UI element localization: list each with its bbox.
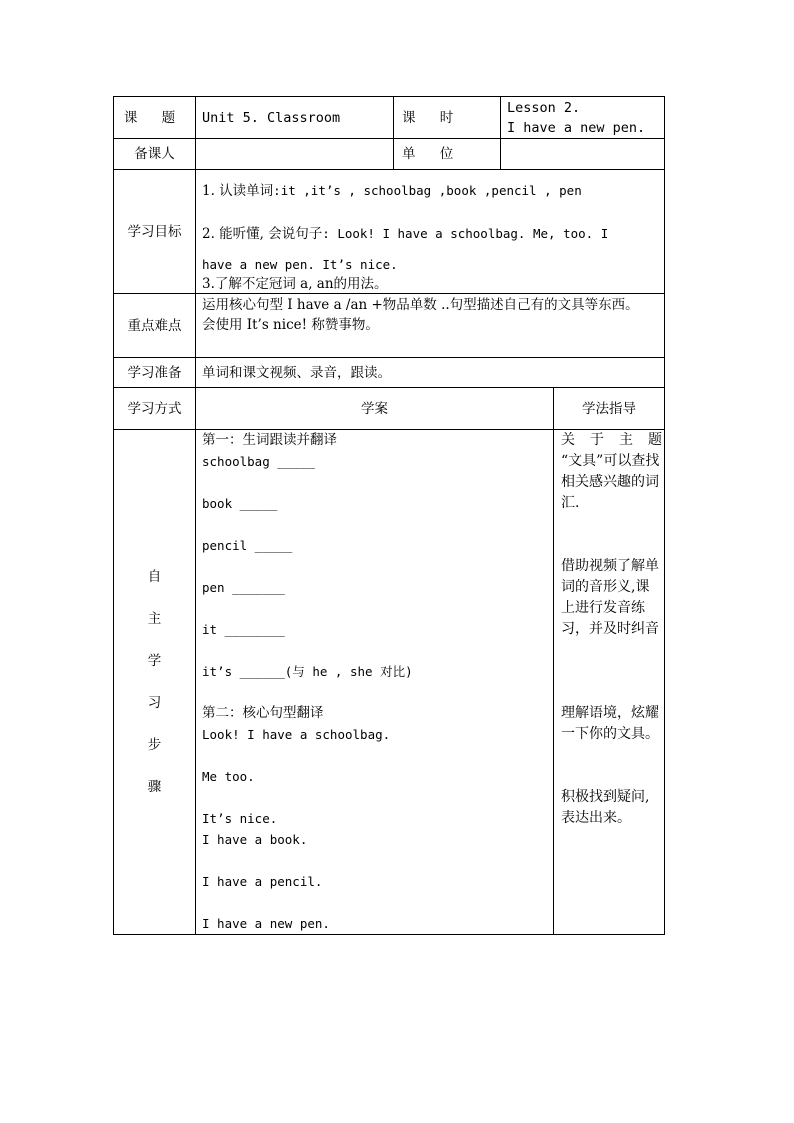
sentence-item: I have a book. — [202, 832, 308, 847]
unit-value — [501, 139, 665, 170]
key-points-label: 重点难点 — [114, 294, 196, 358]
guide-note-1a: 关于主题 — [561, 432, 663, 448]
word-item: schoolbag _____ — [202, 454, 315, 469]
topic-label: 课 题 — [114, 97, 196, 139]
study-guide-content — [554, 430, 665, 935]
part2-title: 第二：核心句型翻译 — [202, 705, 324, 721]
row-column-headers — [114, 388, 665, 430]
label-char: 习 — [147, 695, 162, 711]
objective-2-cn: 2. 能听懂, 会说句子 — [202, 226, 323, 242]
word-item: it ________ — [202, 622, 285, 637]
guide-note-3: 理解语境，炫耀一下你的文具。 — [561, 705, 659, 742]
period-value — [501, 97, 665, 139]
key-points-content — [196, 294, 665, 358]
row-objectives — [114, 170, 665, 294]
sentence-item: It’s nice. — [202, 811, 278, 826]
method-header: 学习方式 — [114, 388, 196, 430]
label-char: 骤 — [147, 779, 162, 795]
label-char: 步 — [147, 737, 162, 753]
sentence-item: I have a pencil. — [202, 874, 323, 889]
preparation-label: 学习准备 — [114, 358, 196, 388]
objective-2-cont: have a new pen. It’s nice. — [202, 257, 398, 272]
objective-1-cn: 1. 认读单词 — [202, 183, 274, 199]
label-char: 主 — [147, 611, 162, 627]
preparer-label: 备课人 — [114, 139, 196, 170]
row-key-points — [114, 294, 665, 358]
word-item: book _____ — [202, 496, 278, 511]
guide-note-4: 积极找到疑问,表达出来。 — [561, 789, 650, 826]
preparation-value: 单词和课文视频、录音，跟读。 — [196, 358, 665, 388]
row-preparer — [114, 139, 665, 170]
word-item: pencil _____ — [202, 538, 293, 553]
label-char: 学 — [147, 653, 162, 669]
objectives-content — [196, 170, 665, 294]
its-item: it’s ______(与 he , she 对比) — [202, 664, 413, 679]
word-item: pen _______ — [202, 580, 285, 595]
row-self-study — [114, 430, 665, 935]
sentence-item: I have a new pen. — [202, 916, 330, 931]
key-point-2: 会使用 It’s nice! 称赞事物。 — [202, 317, 379, 333]
row-topic — [114, 97, 665, 139]
unit-label: 单 位 — [394, 139, 501, 170]
part1-title: 第一：生词跟读并翻译 — [202, 432, 337, 448]
row-preparation — [114, 358, 665, 388]
period-label: 课 时 — [394, 97, 501, 139]
study-plan-content — [196, 430, 554, 935]
topic-value: Unit 5. Classroom — [196, 97, 394, 139]
sentence-item: Look! I have a schoolbag. — [202, 727, 391, 742]
key-point-1: 运用核心句型 I have a /an +物品单数 ..句型描述自己有的文具等东西。 — [202, 297, 639, 313]
objective-3: 3.了解不定冠词 a, an的用法。 — [202, 276, 388, 292]
guide-note-1b: “文具”可以查找相关感兴趣的词汇. — [561, 453, 660, 511]
plan-header: 学案 — [196, 388, 554, 430]
guide-note-2: 借助视频了解单词的音形义,课上进行发音练习，并及时纠音 — [561, 558, 659, 637]
label-char: 自 — [147, 569, 162, 585]
objective-2-en: : Look! I have a schoolbag. Me, too. I — [322, 226, 609, 241]
objective-1-words: :it ,it’s , schoolbag ,book ,pencil , pen — [273, 183, 582, 198]
lesson-plan-table — [113, 96, 665, 935]
period-line1: Lesson 2. — [507, 99, 581, 116]
objectives-label: 学习目标 — [114, 170, 196, 294]
sentence-item: Me too. — [202, 769, 255, 784]
period-line2: I have a new pen. — [507, 119, 646, 136]
guide-header: 学法指导 — [554, 388, 665, 430]
self-study-label — [114, 430, 196, 935]
preparer-value — [196, 139, 394, 170]
